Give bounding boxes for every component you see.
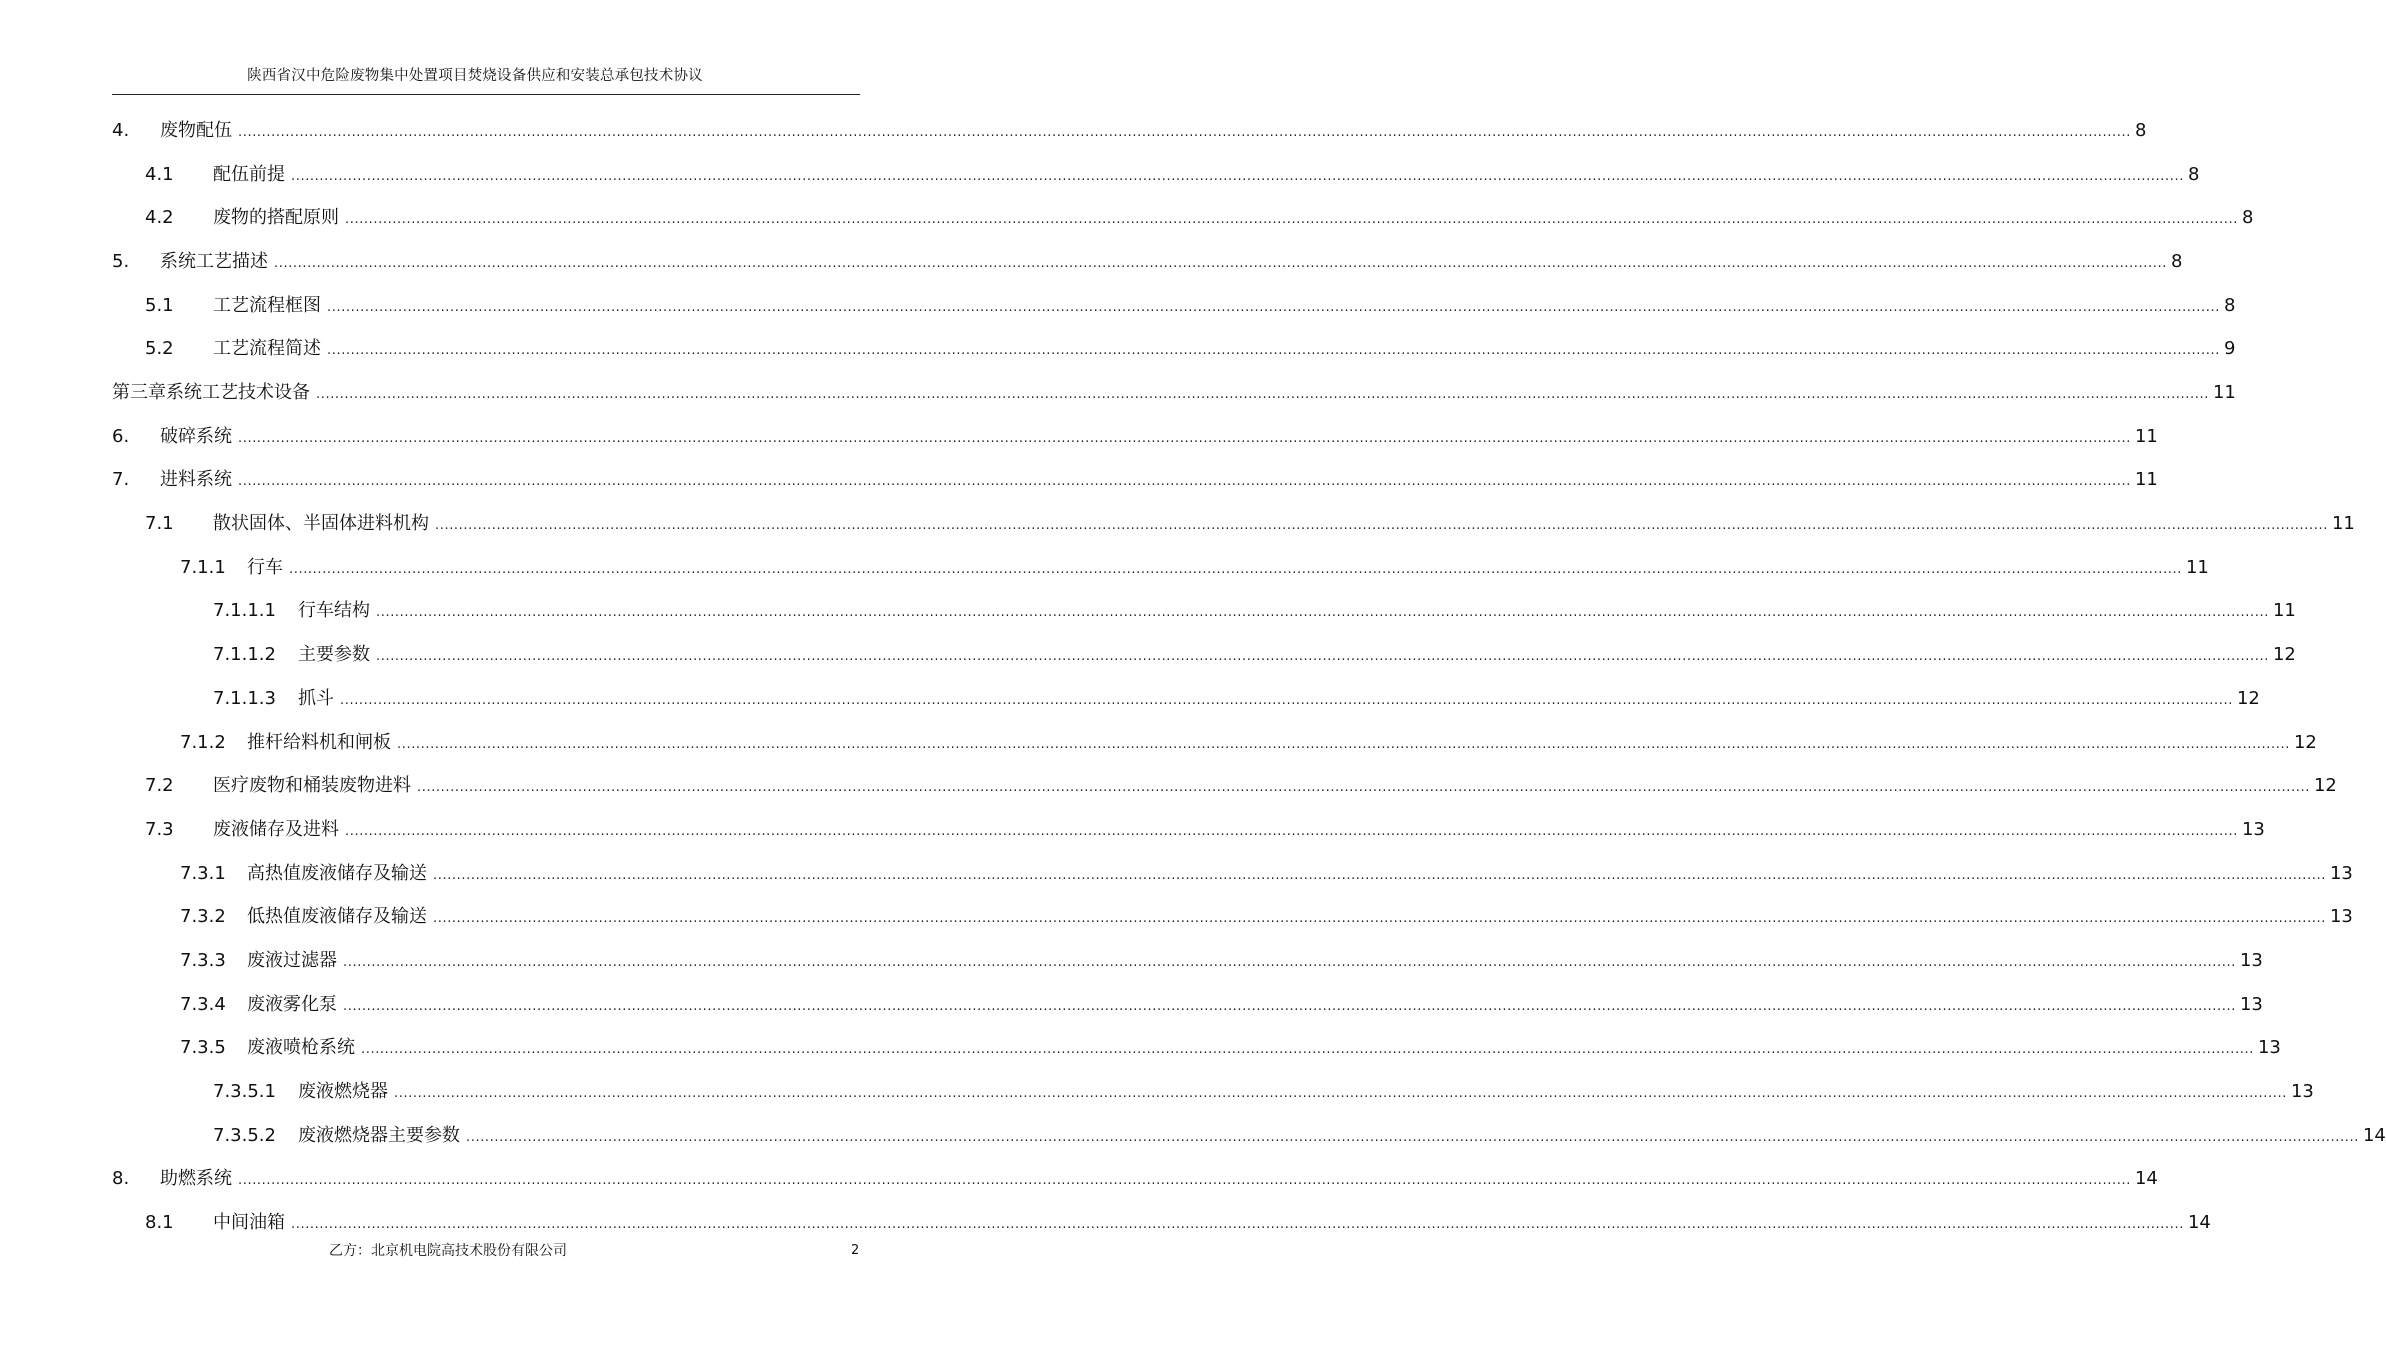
toc-entry-title: 散状固体、半固体进料机构 xyxy=(213,513,429,535)
footer-company: 乙方：北京机电院高技术股份有限公司 xyxy=(329,1243,567,1259)
toc-entry-title: 进料系统 xyxy=(160,469,232,491)
toc-entry-page: 8 xyxy=(2134,120,2147,141)
toc-entry-number: 7.3.5.1 xyxy=(213,1080,276,1102)
toc-entry[interactable] xyxy=(145,292,2236,320)
toc-entry-title: 废液燃烧器主要参数 xyxy=(298,1124,460,1146)
toc-entry-number: 5.2 xyxy=(145,338,174,360)
toc-entry-number: 6. xyxy=(112,425,130,447)
toc-entry-title: 第三章系统工艺技术设备 xyxy=(112,382,310,404)
toc-entry-page: 11 xyxy=(2331,513,2355,535)
toc-entry[interactable] xyxy=(180,860,2353,888)
toc-dot-leader: ................................................................................................................................................................................................................................................................................................................................................................................................................ xyxy=(291,1217,2184,1232)
toc-entry-number: 7.1.1.2 xyxy=(213,644,276,666)
toc-entry[interactable] xyxy=(213,641,2296,669)
toc-dot-leader: ................................................................................................................................................................................................................................................................................................................................................................................................................ xyxy=(316,387,2209,403)
toc-entry-title: 医疗废物和桶装废物进料 xyxy=(213,775,411,797)
toc-entry[interactable] xyxy=(213,685,2260,713)
toc-entry-title: 废液喷枪系统 xyxy=(247,1037,355,1059)
toc-entry-title: 废物的搭配原则 xyxy=(213,207,339,229)
toc-entry-title: 中间油箱 xyxy=(213,1212,285,1233)
toc-entry-number: 7.3.4 xyxy=(180,993,226,1015)
toc-dot-leader: ................................................................................................................................................................................................................................................................................................................................................................................................................ xyxy=(291,168,2184,184)
toc-entry-number: 7.1.1 xyxy=(180,556,226,578)
toc-entry-page: 11 xyxy=(2134,425,2158,447)
toc-entry-title: 配伍前提 xyxy=(213,163,285,185)
toc-dot-leader: ................................................................................................................................................................................................................................................................................................................................................................................................................ xyxy=(238,1173,2131,1189)
toc-entry-title: 主要参数 xyxy=(298,644,370,666)
toc-entry-page: 11 xyxy=(2212,382,2236,404)
footer-page-number: 2 xyxy=(851,1243,860,1258)
toc-dot-leader: ................................................................................................................................................................................................................................................................................................................................................................................................................ xyxy=(343,998,2236,1014)
toc-entry[interactable] xyxy=(180,1034,2281,1062)
toc-entry[interactable] xyxy=(112,466,2158,494)
toc-entry-title: 废液雾化泵 xyxy=(247,993,337,1015)
toc-entry-page: 11 xyxy=(2185,556,2209,578)
toc-dot-leader: ................................................................................................................................................................................................................................................................................................................................................................................................................ xyxy=(376,649,2269,665)
toc-entry-page: 8 xyxy=(2187,163,2200,185)
toc-entry[interactable] xyxy=(213,1078,2314,1106)
toc-entry-title: 抓斗 xyxy=(298,687,334,709)
toc-entry-page: 14 xyxy=(2134,1168,2158,1190)
toc-entry-number: 7. xyxy=(112,469,130,491)
toc-entry-title: 助燃系统 xyxy=(160,1168,232,1190)
toc-entry-title: 废液燃烧器 xyxy=(298,1080,388,1102)
toc-entry-number: 7.3.1 xyxy=(180,862,226,884)
toc-entry-title: 行车结构 xyxy=(298,600,370,622)
toc-dot-leader: ................................................................................................................................................................................................................................................................................................................................................................................................................ xyxy=(340,692,2233,708)
toc-dot-leader: ................................................................................................................................................................................................................................................................................................................................................................................................................ xyxy=(435,518,2328,534)
toc-dot-leader: ................................................................................................................................................................................................................................................................................................................................................................................................................ xyxy=(327,299,2220,315)
toc-entry-page: 14 xyxy=(2187,1212,2211,1233)
toc-entry-number: 4. xyxy=(112,120,130,141)
toc-entry-page: 12 xyxy=(2272,644,2296,666)
toc-entry-number: 7.1 xyxy=(145,513,174,535)
toc-entry-title: 废液储存及进料 xyxy=(213,818,339,840)
toc-entry-page: 8 xyxy=(2170,251,2183,273)
toc-entry-number: 7.3.3 xyxy=(180,949,226,971)
toc-entry-title: 废物配伍 xyxy=(160,120,232,141)
toc-entry[interactable] xyxy=(145,161,2200,189)
toc-entry-page: 8 xyxy=(2241,207,2254,229)
toc-entry-title: 破碎系统 xyxy=(160,425,232,447)
toc-entry[interactable] xyxy=(213,597,2296,625)
toc-entry-number: 7.3.5.2 xyxy=(213,1124,276,1146)
toc-entry-page: 13 xyxy=(2257,1037,2281,1059)
toc-entry-page: 13 xyxy=(2329,906,2353,928)
toc-dot-leader: ................................................................................................................................................................................................................................................................................................................................................................................................................ xyxy=(345,823,2238,839)
toc-entry-page: 13 xyxy=(2239,949,2263,971)
toc-entry-title: 行车 xyxy=(247,556,283,578)
toc-dot-leader: ................................................................................................................................................................................................................................................................................................................................................................................................................ xyxy=(433,867,2326,883)
toc-entry[interactable] xyxy=(180,947,2263,975)
toc-dot-leader: ................................................................................................................................................................................................................................................................................................................................................................................................................ xyxy=(376,605,2269,621)
toc-entry-number: 7.3.5 xyxy=(180,1037,226,1059)
toc-entry[interactable] xyxy=(145,772,2337,800)
toc-entry-page: 13 xyxy=(2290,1080,2314,1102)
toc-entry[interactable] xyxy=(112,248,2183,276)
toc-entry[interactable] xyxy=(145,510,2355,538)
toc-entry[interactable] xyxy=(145,1209,2211,1237)
toc-dot-leader: ................................................................................................................................................................................................................................................................................................................................................................................................................ xyxy=(361,1042,2254,1058)
toc-entry[interactable] xyxy=(145,204,2254,232)
toc-entry[interactable] xyxy=(145,816,2265,844)
toc-entry-number: 7.3.2 xyxy=(180,906,226,928)
toc-dot-leader: ................................................................................................................................................................................................................................................................................................................................................................................................................ xyxy=(327,343,2220,359)
toc-entry[interactable] xyxy=(180,554,2209,582)
toc-dot-leader: ................................................................................................................................................................................................................................................................................................................................................................................................................ xyxy=(417,780,2310,796)
toc-entry-title: 工艺流程框图 xyxy=(213,294,321,316)
toc-dot-leader: ................................................................................................................................................................................................................................................................................................................................................................................................................ xyxy=(466,1129,2359,1145)
toc-entry[interactable] xyxy=(112,379,2236,407)
toc-dot-leader: ................................................................................................................................................................................................................................................................................................................................................................................................................ xyxy=(394,1085,2287,1101)
toc-entry-page: 14 xyxy=(2362,1124,2386,1146)
toc-entry-number: 7.1.2 xyxy=(180,731,226,753)
toc-dot-leader: ................................................................................................................................................................................................................................................................................................................................................................................................................ xyxy=(238,430,2131,446)
toc-entry-title: 推杆给料机和闸板 xyxy=(247,731,391,753)
toc-entry-number: 7.1.1.3 xyxy=(213,687,276,709)
toc-entry-title: 低热值废液储存及输送 xyxy=(247,906,427,928)
toc-entry-title: 高热值废液储存及输送 xyxy=(247,862,427,884)
toc-entry-page: 13 xyxy=(2329,862,2353,884)
toc-dot-leader: ................................................................................................................................................................................................................................................................................................................................................................................................................ xyxy=(345,212,2238,228)
toc-entry-number: 4.1 xyxy=(145,163,174,185)
toc-entry[interactable] xyxy=(213,1122,2386,1150)
toc-entry-number: 4.2 xyxy=(145,207,174,229)
toc-dot-leader: ................................................................................................................................................................................................................................................................................................................................................................................................................ xyxy=(289,561,2182,577)
toc-entry-page: 13 xyxy=(2241,818,2265,840)
toc-entry-page: 13 xyxy=(2239,993,2263,1015)
toc-entry[interactable] xyxy=(180,903,2353,931)
toc-entry[interactable] xyxy=(112,423,2158,451)
toc-dot-leader: ................................................................................................................................................................................................................................................................................................................................................................................................................ xyxy=(343,954,2236,970)
toc-entry-title: 系统工艺描述 xyxy=(160,251,268,273)
toc-entry[interactable] xyxy=(145,335,2236,363)
toc-entry-number: 8.1 xyxy=(145,1212,174,1233)
toc-entry[interactable] xyxy=(112,117,2147,145)
toc-entry-page: 8 xyxy=(2223,294,2236,316)
toc-dot-leader: ................................................................................................................................................................................................................................................................................................................................................................................................................ xyxy=(238,474,2131,490)
toc-entry-number: 5. xyxy=(112,251,130,273)
toc-entry-page: 12 xyxy=(2313,775,2337,797)
toc-entry-number: 8. xyxy=(112,1168,130,1190)
toc-entry-title: 工艺流程简述 xyxy=(213,338,321,360)
toc-entry-page: 9 xyxy=(2223,338,2236,360)
toc-entry-page: 11 xyxy=(2134,469,2158,491)
toc-entry[interactable] xyxy=(180,991,2263,1019)
toc-entry-page: 12 xyxy=(2236,687,2260,709)
toc-entry[interactable] xyxy=(112,1165,2158,1193)
toc-entry-number: 7.1.1.1 xyxy=(213,600,276,622)
toc-entry-page: 12 xyxy=(2293,731,2317,753)
toc-dot-leader: ................................................................................................................................................................................................................................................................................................................................................................................................................ xyxy=(397,736,2290,752)
toc-entry-number: 7.3 xyxy=(145,818,174,840)
toc-entry-title: 废液过滤器 xyxy=(247,949,337,971)
toc-dot-leader: ................................................................................................................................................................................................................................................................................................................................................................................................................ xyxy=(274,256,2167,272)
page-header-title: 陕西省汉中危险废物集中处置项目焚烧设备供应和安装总承包技术协议 xyxy=(247,68,703,84)
toc-dot-leader: ................................................................................................................................................................................................................................................................................................................................................................................................................ xyxy=(238,125,2131,140)
toc-entry-number: 5.1 xyxy=(145,294,174,316)
toc-entry[interactable] xyxy=(180,729,2317,757)
toc-entry-page: 11 xyxy=(2272,600,2296,622)
toc-dot-leader: ................................................................................................................................................................................................................................................................................................................................................................................................................ xyxy=(433,911,2326,927)
toc-entry-number: 7.2 xyxy=(145,775,174,797)
